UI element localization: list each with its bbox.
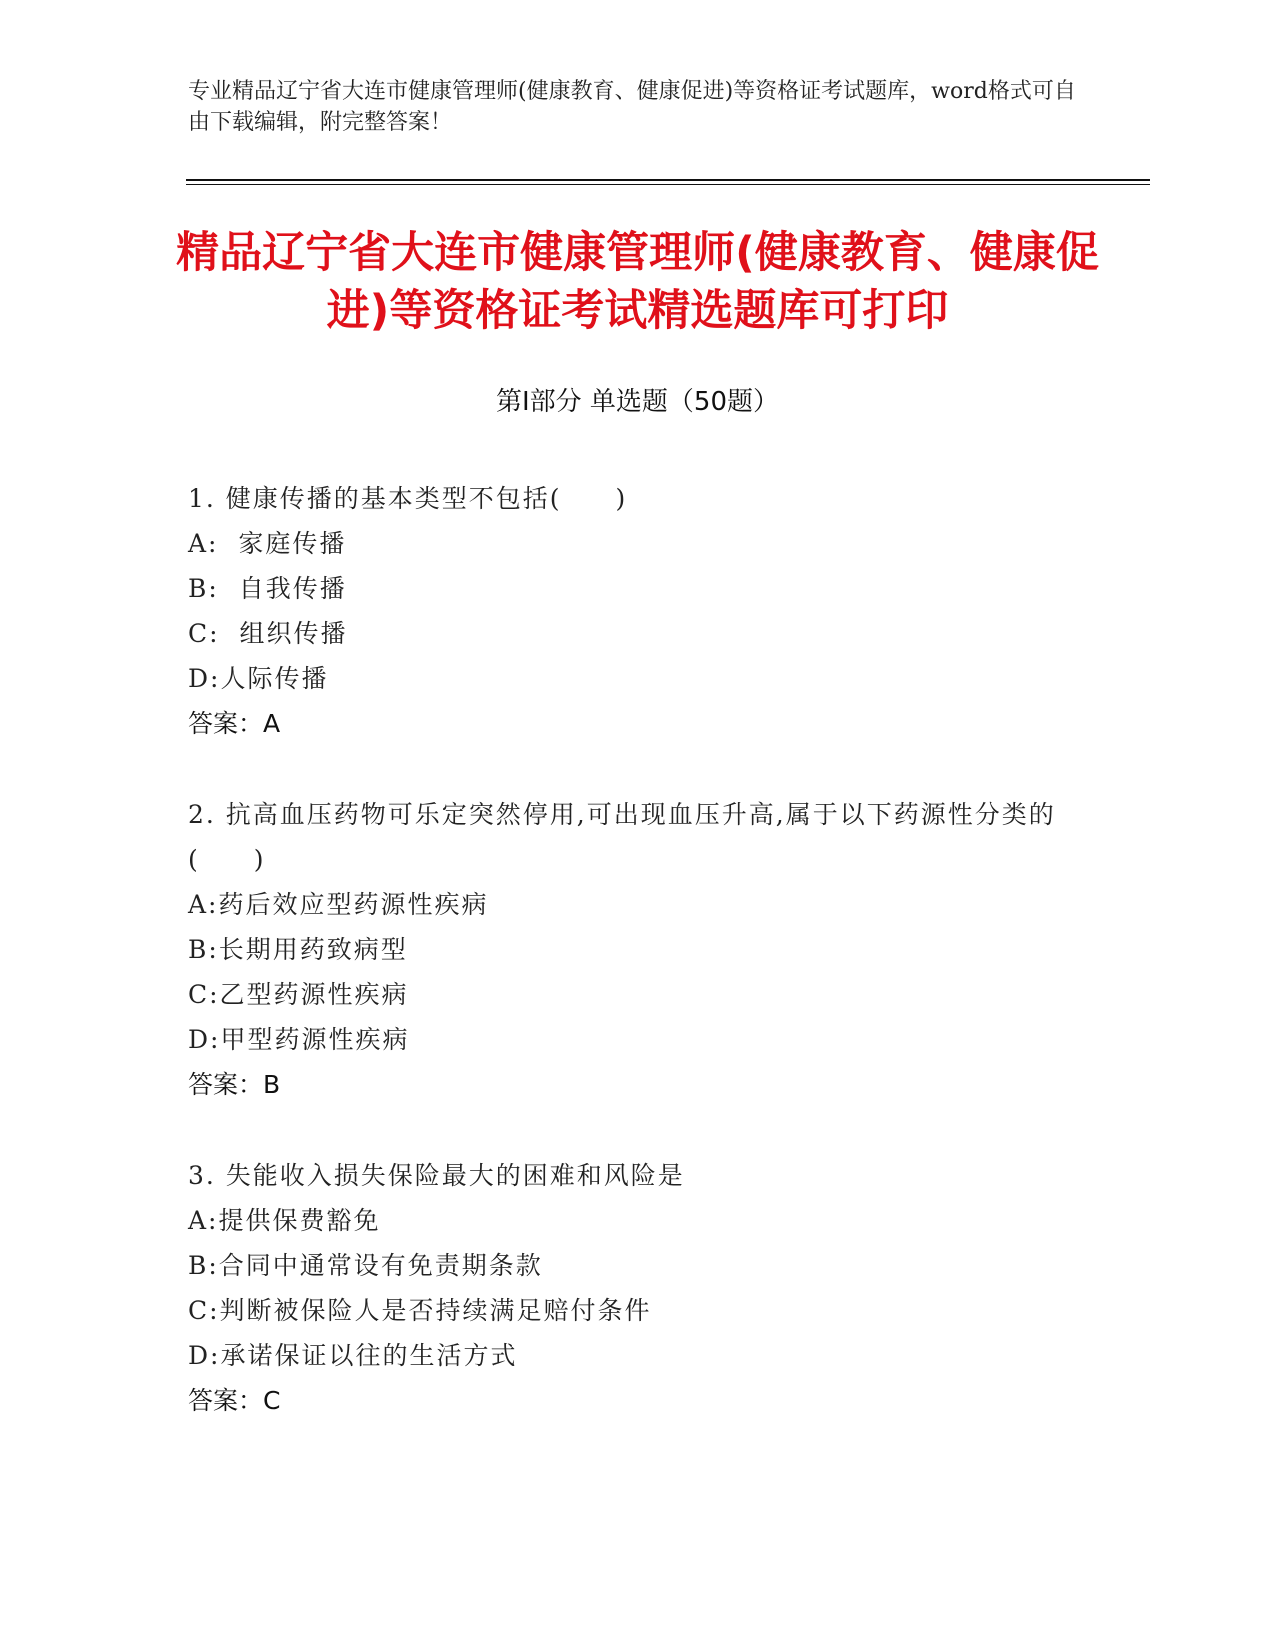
answer: 答案：C: [188, 1386, 281, 1415]
option-a: A:药后效应型药源性疾病: [188, 890, 489, 919]
option-b: B: 自我传播: [188, 574, 347, 603]
question-3: [188, 1153, 1088, 1423]
question-1: [188, 476, 1088, 746]
option-c: C:乙型药源性疾病: [188, 980, 409, 1009]
answer: 答案：A: [188, 709, 281, 738]
header-rule-thick: [186, 179, 1150, 181]
answer: 答案：B: [188, 1070, 281, 1099]
option-d: D:人际传播: [188, 664, 329, 693]
question-stem: 2. 抗高血压药物可乐定突然停用,可出现血压升高,属于以下药源性分类的( ): [188, 800, 1056, 874]
question-stem: 3. 失能收入损失保险最大的困难和风险是: [188, 1161, 685, 1190]
option-b: B:长期用药致病型: [188, 935, 408, 964]
section-heading: 第Ⅰ部分 单选题（50题）: [495, 387, 780, 417]
option-b: B:合同中通常设有免责期条款: [188, 1251, 543, 1280]
question-list: [188, 476, 1088, 1469]
option-a: A:提供保费豁免: [188, 1206, 381, 1235]
option-d: D:甲型药源性疾病: [188, 1025, 410, 1054]
option-c: C:判断被保险人是否持续满足赔付条件: [188, 1296, 652, 1325]
header-note: 专业精品辽宁省大连市健康管理师(健康教育、健康促进)等资格证考试题库，word格式可自由下载编辑，附完整答案！: [188, 79, 1076, 135]
question-stem: 1. 健康传播的基本类型不包括( ): [188, 484, 628, 513]
option-a: A: 家庭传播: [188, 529, 347, 558]
question-2: [188, 792, 1088, 1107]
document-title: 精品辽宁省大连市健康管理师(健康教育、健康促进)等资格证考试精选题库可打印: [176, 228, 1099, 336]
option-c: C: 组织传播: [188, 619, 348, 648]
option-d: D:承诺保证以往的生活方式: [188, 1341, 518, 1370]
header-rule-thin: [186, 184, 1150, 185]
